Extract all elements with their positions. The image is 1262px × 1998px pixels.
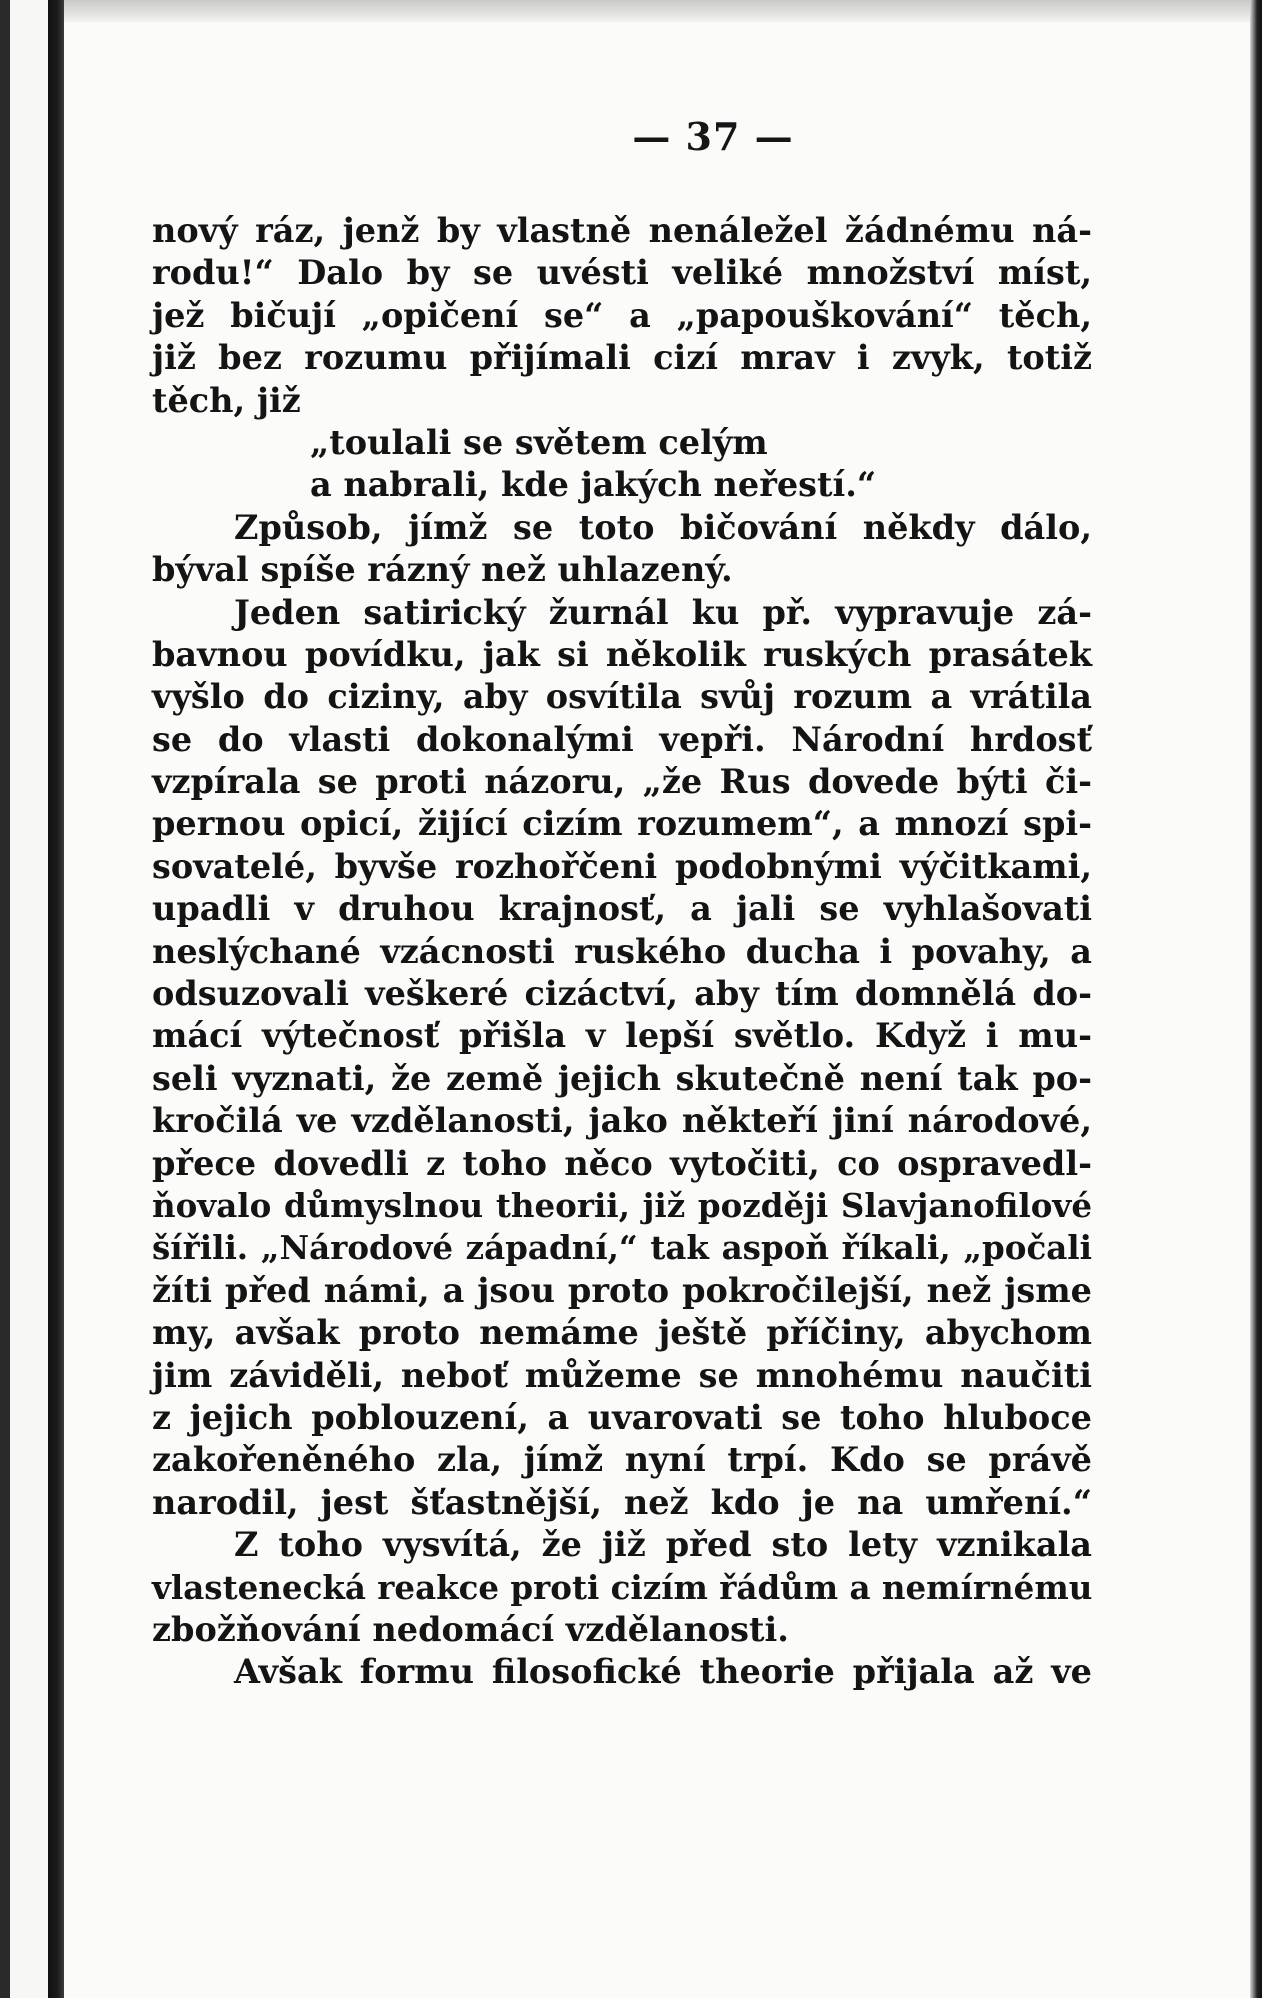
text-line: odsuzovali veškeré cizáctví, aby tím domnělá do- [152, 974, 1092, 1014]
text-line: nový ráz, jenž by vlastně nenáležel žádnému ná- [152, 211, 1092, 250]
text-line: se do vlasti dokonalými vepři. Národní hrdosť [152, 719, 1092, 759]
text-line: Avšak formu filosofické theorie přijala až ve [234, 1652, 1092, 1692]
scan-border-right [1250, 0, 1262, 1998]
text-line: vyšlo do ciziny, aby osvítila svůj rozum a vrátila [152, 677, 1092, 717]
text-line: neslýchané vzácnosti ruského ducha i povahy, a [152, 931, 1092, 971]
verse-line: a nabrali, kde jakých neřestí.“ [310, 465, 877, 505]
page-number: — 37 — [632, 114, 794, 159]
text-line: šířili. „Národové západní,“ tak aspoň říkali, „počali [152, 1228, 1092, 1268]
text-line: již bez rozumu přijímali cizí mrav i zvyk, totiž [152, 338, 1092, 378]
text-line: těch, již [152, 380, 301, 420]
text-line: přece dovedli z toho něco vytočiti, co ospravedl- [152, 1143, 1092, 1183]
text-line: seli vyznati, že země jejich skutečně není tak po- [152, 1058, 1092, 1098]
text-line: žíti před námi, a jsou proto pokročilejší, než jsme [152, 1270, 1092, 1310]
text-line: zakořeněného zla, jímž nyní trpí. Kdo se právě [152, 1440, 1092, 1480]
text-line: kročilá ve vzdělanosti, jako někteří jiní národové, [152, 1101, 1092, 1141]
body-text [152, 210, 1092, 1694]
verse-line: „toulali se světem celým [310, 422, 768, 462]
book-spine-shadow [48, 0, 64, 1998]
scan-border-left [0, 0, 10, 1998]
text-line: Jeden satirický žurnál ku př. vypravuje zá- [234, 592, 1092, 632]
text-line: ňovalo důmyslnou theorii, již později Slavjanofilové [152, 1185, 1092, 1225]
text-line: my, avšak proto nemáme ještě příčiny, abychom [152, 1313, 1092, 1353]
text-line: jež bičují „opičení se“ a „papouškování“ těch, [152, 295, 1092, 335]
text-line: mácí výtečnosť přišla v lepší světlo. Když i mu- [152, 1016, 1092, 1056]
text-line: vlastenecká reakce proti cizím řádům a nemírnému [152, 1567, 1093, 1607]
text-line: bavnou povídku, jak si několik ruských prasátek [152, 634, 1092, 674]
text-line: býval spíše rázný než uhlazený. [152, 550, 733, 590]
scan-top-shadow [64, 0, 1262, 22]
facing-page-edge [10, 0, 48, 1998]
text-line: rodu!“ Dalo by se uvésti veliké množství míst, [152, 253, 1092, 293]
text-line: narodil, jest šťastnější, než kdo je na umření.“ [152, 1482, 1092, 1522]
text-line: z jejich poblouzení, a uvarovati se toho hluboce [152, 1397, 1092, 1437]
text-line: vzpírala se proti názoru, „že Rus dovede býti či- [152, 762, 1092, 802]
text-line: Způsob, jímž se toto bičování někdy dálo, [234, 507, 1092, 547]
text-line: Z toho vysvítá, že již před sto lety vznikala [234, 1525, 1092, 1565]
text-line: zbožňování nedomácí vzdělanosti. [152, 1609, 789, 1649]
text-line: upadli v druhou krajnosť, a jali se vyhlašovati [152, 889, 1092, 929]
page-sheet [64, 22, 1250, 1998]
text-line: jim záviděli, neboť můžeme se mnohému naučiti [152, 1355, 1092, 1395]
text-line: sovatelé, byvše rozhořčeni podobnými výčitkami, [152, 846, 1092, 886]
text-line: pernou opicí, žijící cizím rozumem“, a mnozí spi- [152, 804, 1092, 844]
